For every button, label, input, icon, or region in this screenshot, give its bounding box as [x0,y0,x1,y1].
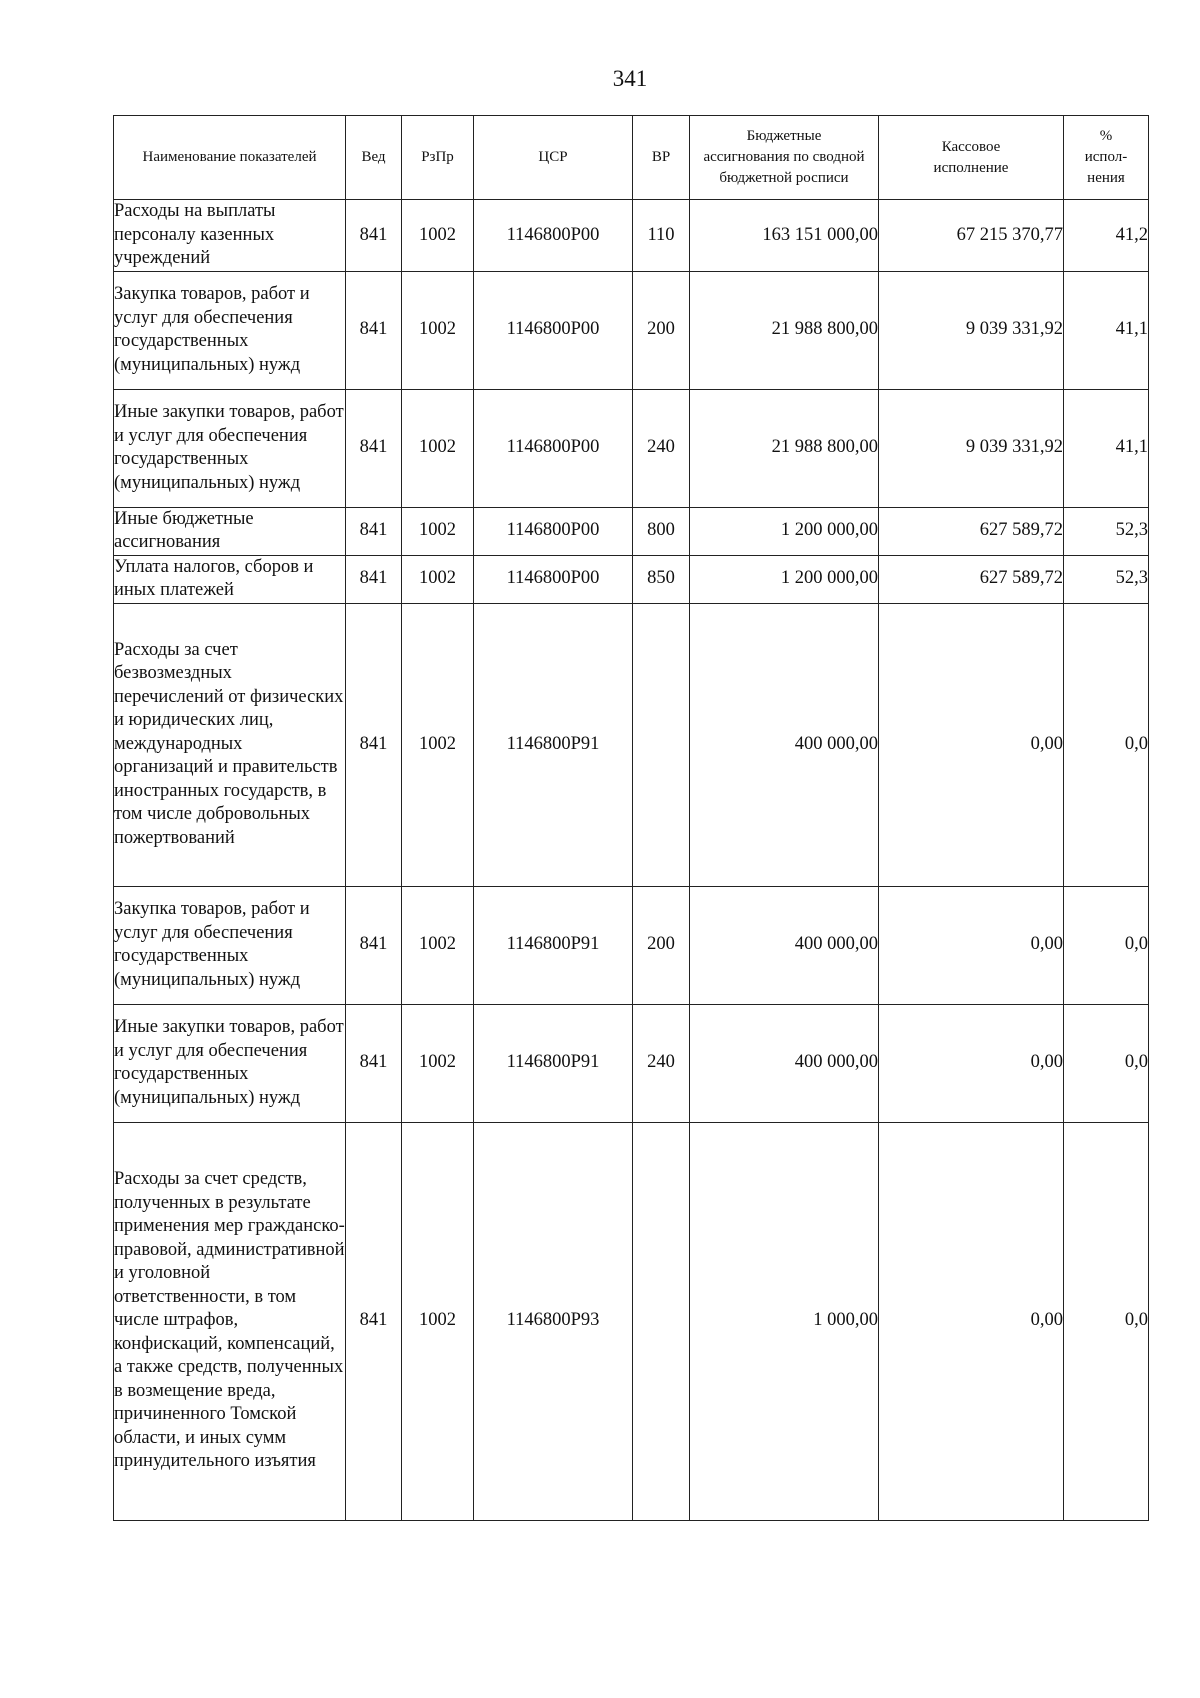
row-ved: 841 [346,603,402,886]
row-rzpr: 1002 [402,271,474,389]
row-name: Закупка товаров, работ и услуг для обеспечения государственных (муниципальных) нужд [114,886,346,1004]
table-row [114,389,1149,507]
row-pct: 0,0 [1064,886,1149,1004]
row-cash: 0,00 [879,603,1064,886]
header-vr: ВР [633,116,690,200]
row-cash: 627 589,72 [879,507,1064,555]
row-budget: 400 000,00 [690,1004,879,1122]
row-vr [633,603,690,886]
row-cash: 0,00 [879,1004,1064,1122]
row-pct: 52,3 [1064,507,1149,555]
header-ved: Вед [346,116,402,200]
row-cash: 9 039 331,92 [879,389,1064,507]
row-pct: 0,0 [1064,603,1149,886]
row-csr: 1146800Р93 [474,1122,633,1520]
row-ved: 841 [346,507,402,555]
row-name: Уплата налогов, сборов и иных платежей [114,555,346,603]
row-budget: 1 200 000,00 [690,507,879,555]
row-ved: 841 [346,271,402,389]
row-rzpr: 1002 [402,389,474,507]
row-csr: 1146800Р00 [474,200,633,272]
header-csr: ЦСР [474,116,633,200]
row-name: Иные бюджетные ассигнования [114,507,346,555]
row-name: Расходы на выплаты персоналу казенных учреждений [114,200,346,272]
header-name: Наименование показателей [114,116,346,200]
row-rzpr: 1002 [402,1122,474,1520]
table-row [114,603,1149,886]
header-rzpr: РзПр [402,116,474,200]
row-csr: 1146800Р00 [474,271,633,389]
row-csr: 1146800Р00 [474,507,633,555]
row-cash: 0,00 [879,886,1064,1004]
row-budget: 400 000,00 [690,886,879,1004]
row-csr: 1146800Р91 [474,1004,633,1122]
row-rzpr: 1002 [402,200,474,272]
row-pct: 41,2 [1064,200,1149,272]
row-rzpr: 1002 [402,603,474,886]
table-row [114,886,1149,1004]
row-pct: 41,1 [1064,389,1149,507]
row-ved: 841 [346,1122,402,1520]
row-rzpr: 1002 [402,507,474,555]
table-row [114,1004,1149,1122]
row-budget: 163 151 000,00 [690,200,879,272]
row-cash: 0,00 [879,1122,1064,1520]
row-csr: 1146800Р00 [474,389,633,507]
row-csr: 1146800Р91 [474,603,633,886]
row-name: Расходы за счет средств, полученных в результате применения мер гражданско-правовой, административной и уголовной ответственности, в том числе штрафов, конфискаций, компенсаций, а также средств, полученных в возмещение вреда, причиненного Томской области, и иных сумм принудительного изъятия [114,1122,346,1520]
row-ved: 841 [346,886,402,1004]
row-pct: 52,3 [1064,555,1149,603]
row-vr: 800 [633,507,690,555]
table-row [114,1122,1149,1520]
row-vr [633,1122,690,1520]
row-vr: 240 [633,389,690,507]
row-vr: 200 [633,886,690,1004]
row-cash: 9 039 331,92 [879,271,1064,389]
table-row [114,555,1149,603]
row-pct: 0,0 [1064,1122,1149,1520]
row-name: Закупка товаров, работ и услуг для обеспечения государственных (муниципальных) нужд [114,271,346,389]
row-vr: 200 [633,271,690,389]
table-row [114,200,1149,272]
row-cash: 627 589,72 [879,555,1064,603]
row-budget: 1 200 000,00 [690,555,879,603]
row-rzpr: 1002 [402,555,474,603]
row-vr: 240 [633,1004,690,1122]
row-ved: 841 [346,200,402,272]
row-budget: 400 000,00 [690,603,879,886]
row-ved: 841 [346,1004,402,1122]
row-pct: 41,1 [1064,271,1149,389]
budget-execution-table [113,115,1149,1521]
row-ved: 841 [346,555,402,603]
row-csr: 1146800Р00 [474,555,633,603]
row-name: Иные закупки товаров, работ и услуг для обеспечения государственных (муниципальных) нужд [114,389,346,507]
row-budget: 21 988 800,00 [690,271,879,389]
row-budget: 21 988 800,00 [690,389,879,507]
row-name: Расходы за счет безвозмездных перечислений от физических и юридических лиц, международных организаций и правительств иностранных государств, в том числе добровольных пожертвований [114,603,346,886]
header-budget: Бюджетные ассигнования по сводной бюджетной росписи [690,116,879,200]
row-pct: 0,0 [1064,1004,1149,1122]
row-cash: 67 215 370,77 [879,200,1064,272]
row-budget: 1 000,00 [690,1122,879,1520]
table-row [114,507,1149,555]
page-number: 341 [612,66,648,91]
row-vr: 850 [633,555,690,603]
row-csr: 1146800Р91 [474,886,633,1004]
row-vr: 110 [633,200,690,272]
table-row [114,271,1149,389]
row-rzpr: 1002 [402,886,474,1004]
header-cash: Кассовое исполнение [879,116,1064,200]
table-header-row [114,116,1149,200]
row-rzpr: 1002 [402,1004,474,1122]
header-pct: % испол-нения [1064,116,1149,200]
row-ved: 841 [346,389,402,507]
row-name: Иные закупки товаров, работ и услуг для обеспечения государственных (муниципальных) нужд [114,1004,346,1122]
